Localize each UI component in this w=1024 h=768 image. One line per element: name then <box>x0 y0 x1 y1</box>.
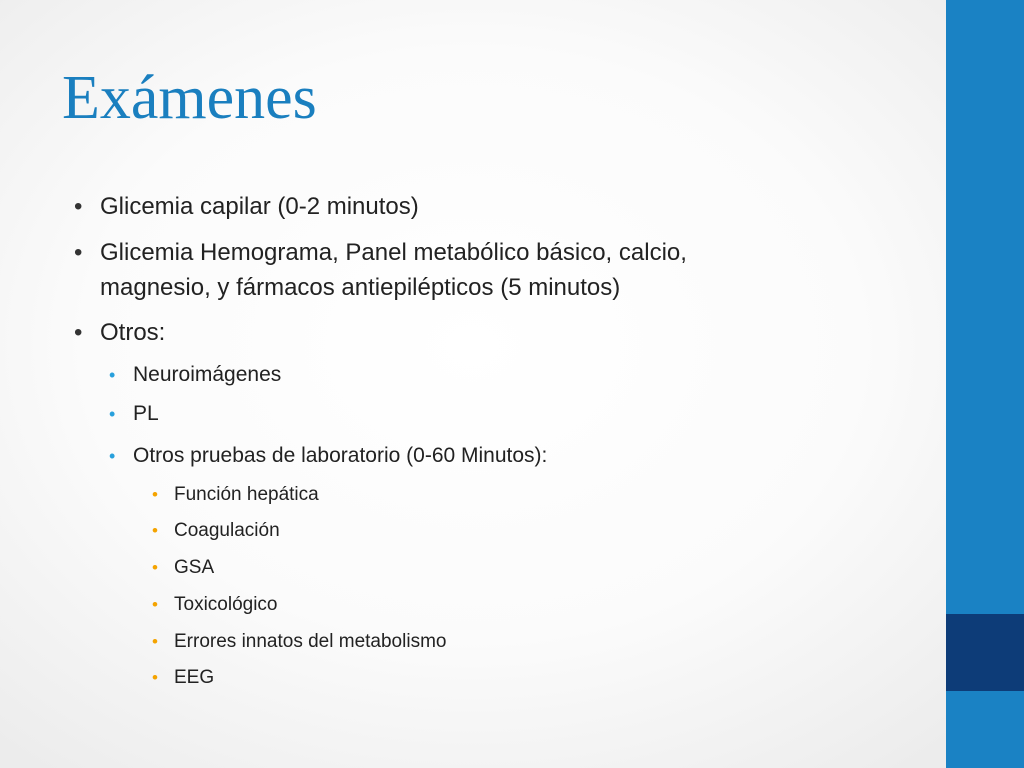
sub-sub-bullet-item <box>152 592 278 618</box>
bullet-text: EEG <box>174 667 215 688</box>
sub-sub-bullet-item <box>152 629 447 655</box>
bullet-marker-icon: • <box>109 446 116 466</box>
bullet-marker-icon: • <box>152 595 158 614</box>
sub-bullet-item <box>109 361 282 389</box>
sub-bullet-item <box>109 442 548 470</box>
bullet-marker-icon: • <box>152 668 158 687</box>
bullet-text: PL <box>133 402 159 425</box>
bullet-text: Función hepática <box>174 484 319 505</box>
bullet-text: Glicemia capilar (0-2 minutos) <box>100 193 419 220</box>
sub-sub-bullet-item <box>152 482 319 508</box>
bullet-text: GSA <box>174 557 215 578</box>
bullet-marker-icon: • <box>74 319 83 346</box>
sidebar-band-accent <box>946 614 1024 691</box>
bullet-marker-icon: • <box>152 521 158 540</box>
bullet-text: Neuroimágenes <box>133 363 282 386</box>
sub-sub-bullet-item <box>152 555 215 581</box>
bullet-marker-icon: • <box>152 558 158 577</box>
bullet-text: Otros: <box>100 319 166 346</box>
bullet-item <box>74 316 166 349</box>
bullet-item <box>74 236 687 269</box>
sub-sub-bullet-item <box>152 665 215 691</box>
sidebar-band-bottom <box>946 691 1024 768</box>
sub-bullet-item <box>109 400 159 428</box>
bullet-marker-icon: • <box>74 193 83 220</box>
bullet-item-continuation <box>100 271 620 304</box>
bullet-marker-icon: • <box>109 365 116 385</box>
sidebar-band-top <box>946 0 1024 614</box>
bullet-text: Glicemia Hemograma, Panel metabólico básico, calcio, <box>100 239 687 266</box>
bullet-marker-icon: • <box>152 632 158 651</box>
bullet-text: magnesio, y fármacos antiepilépticos (5 minutos) <box>100 274 621 301</box>
sub-sub-bullet-item <box>152 518 280 544</box>
bullet-text: Toxicológico <box>174 594 278 615</box>
bullet-marker-icon: • <box>109 404 116 424</box>
bullet-text: Errores innatos del metabolismo <box>174 631 447 652</box>
bullet-text: Coagulación <box>174 520 280 541</box>
bullet-marker-icon: • <box>152 485 158 504</box>
slide-title: Exámenes <box>62 64 317 132</box>
bullet-text: Otros pruebas de laboratorio (0-60 Minutos): <box>133 444 548 467</box>
bullet-item <box>74 190 419 223</box>
bullet-marker-icon: • <box>74 239 83 266</box>
